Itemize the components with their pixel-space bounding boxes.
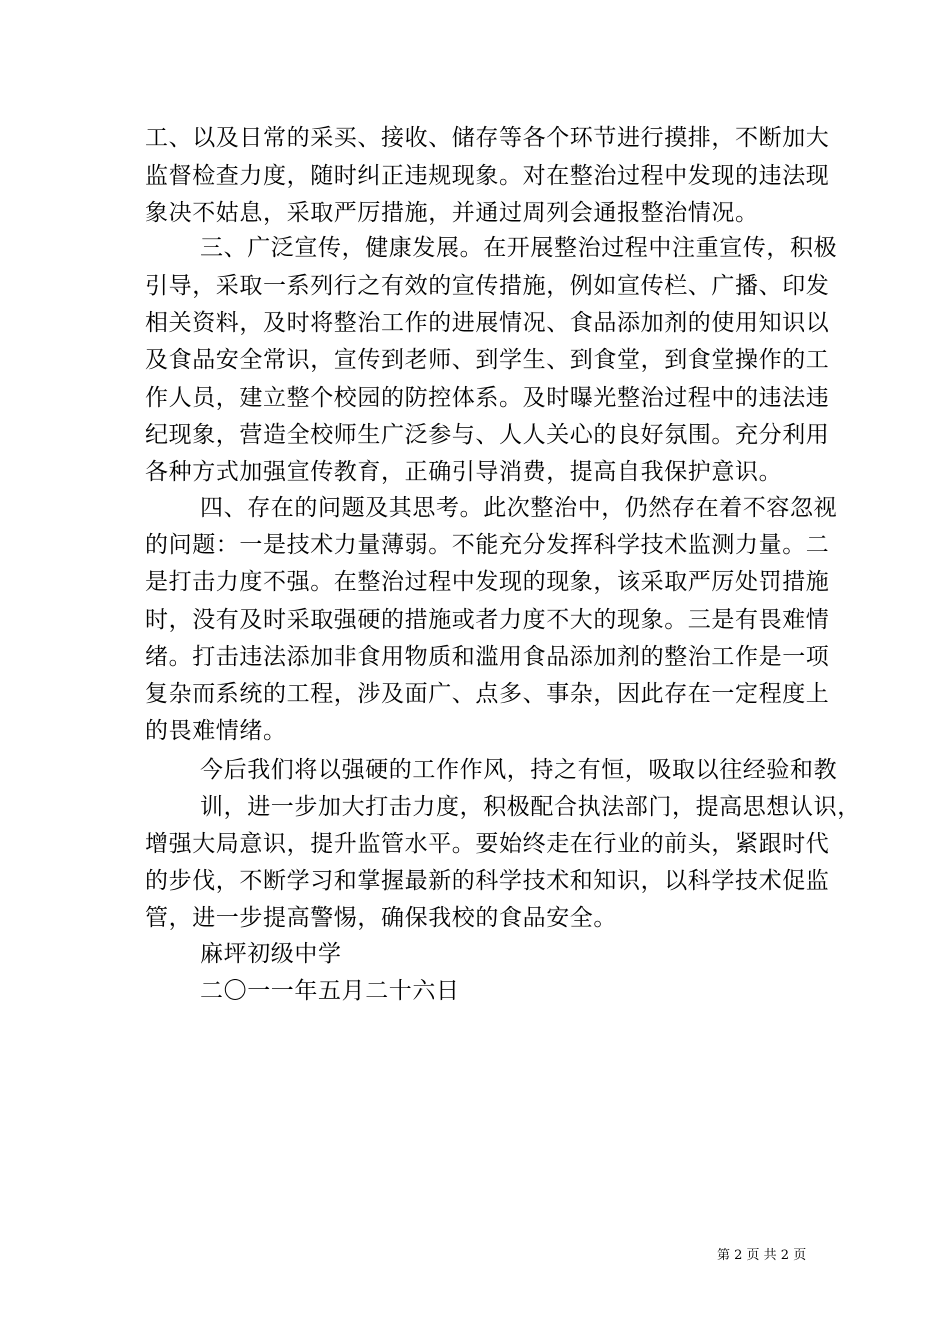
paragraph-line: 纪现象，营造全校师生广泛参与、人人关心的良好氛围。充分利用 [145,422,830,448]
paragraph-line: 三、广泛宣传，健康发展。在开展整治过程中注重宣传，积极 [200,235,838,261]
paragraph-line: 及食品安全常识，宣传到老师、到学生、到食堂，到食堂操作的工 [145,347,830,373]
paragraph-line: 增强大局意识，提升监管水平。要始终走在行业的前头，紧跟时代 [145,831,830,857]
paragraph-line: 绪。打击违法添加非食用物质和滥用食品添加剂的整治工作是一项 [145,644,830,670]
paragraph-line: 引导，采取一系列行之有效的宣传措施，例如宣传栏、广播、印发 [145,273,830,299]
paragraph-line: 相关资料，及时将整治工作的进展情况、食品添加剂的使用知识以 [145,310,830,336]
paragraph-line: 管，进一步提高警惕，确保我校的食品安全。 [145,905,617,931]
paragraph-line: 的畏难情绪。 [145,718,287,744]
paragraph-line: 作人员，建立整个校园的防控体系。及时曝光整治过程中的违法违 [145,385,830,411]
paragraph-line: 的问题：一是技术力量薄弱。不能充分发挥科学技术监测力量。二 [145,532,830,558]
paragraph-line: 复杂而系统的工程，涉及面广、点多、事杂，因此存在一定程度上 [145,681,830,707]
paragraph-line: 训，进一步加大打击力度，积极配合执法部门，提高思想认识， [200,794,861,820]
paragraph-line: 象决不姑息，采取严厉措施，并通过周列会通报整治情况。 [145,200,759,226]
paragraph-line: 工、以及日常的采买、接收、储存等各个环节进行摸排，不断加大 [145,125,830,151]
paragraph-line: 今后我们将以强硬的工作作风，持之有恒，吸取以往经验和教 [200,757,838,783]
paragraph-line: 是打击力度不强。在整治过程中发现的现象，该采取严厉处罚措施 [145,569,830,595]
paragraph-line: 时，没有及时采取强硬的措施或者力度不大的现象。三是有畏难情 [145,607,830,633]
page-number: 第 2 页 共 2 页 [717,1248,807,1263]
signature-school: 麻坪初级中学 [200,941,342,967]
paragraph-line: 四、存在的问题及其思考。此次整治中，仍然存在着不容忽视 [200,495,838,521]
signature-date: 二〇一一年五月二十六日 [200,978,460,1004]
paragraph-line: 各种方式加强宣传教育，正确引导消费，提高自我保护意识。 [145,459,783,485]
paragraph-line: 监督检查力度，随时纠正违规现象。对在整治过程中发现的违法现 [145,163,830,189]
paragraph-line: 的步伐，不断学习和掌握最新的科学技术和知识，以科学技术促监 [145,868,830,894]
